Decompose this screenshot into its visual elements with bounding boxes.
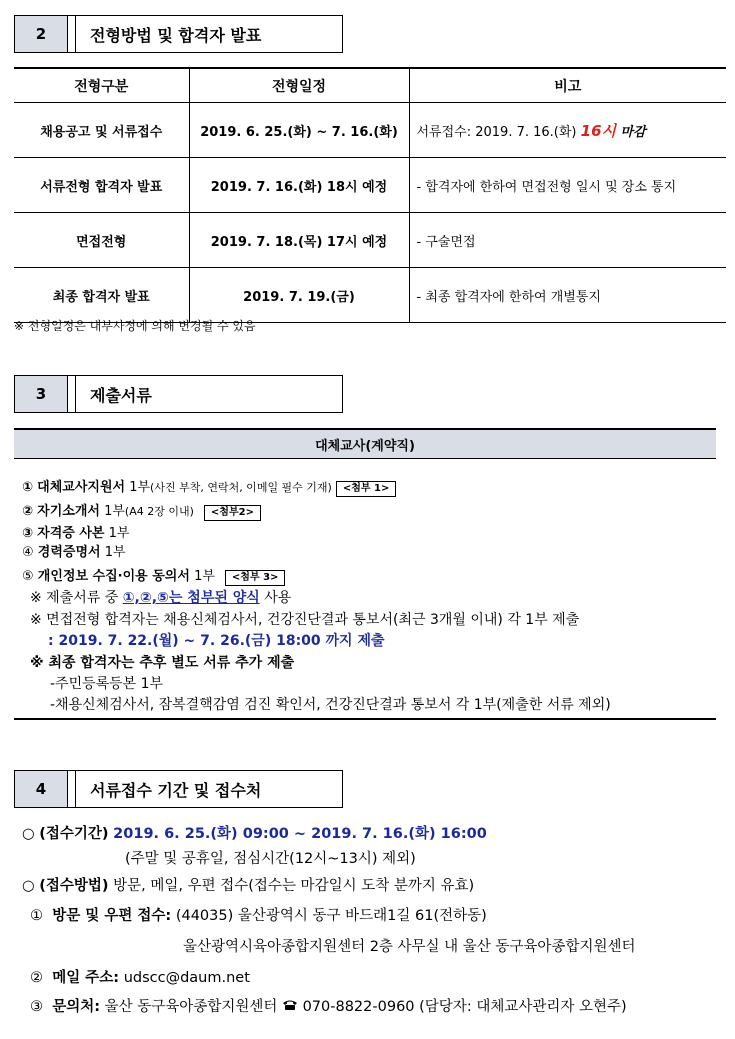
item-marker: ② <box>30 970 43 986</box>
doc-qty: 1부 <box>100 545 126 560</box>
docs-note-2-date: : 2019. 7. 22.(월) ~ 7. 26.(금) 18:00 까지 제출 <box>48 633 385 649</box>
column-header: 전형구분 <box>14 68 189 103</box>
table-row <box>14 158 726 213</box>
item-marker: ③ <box>22 526 34 541</box>
doc-qty: 1부 <box>189 569 215 584</box>
section-title: 전형방법 및 합격자 발표 <box>90 25 262 45</box>
contact-person: (담당자: 대체교사관리자 오현주) <box>419 999 627 1015</box>
receipt-period <box>22 822 487 843</box>
table-row <box>14 103 726 158</box>
docs-note-2: ※ 면접전형 합격자는 채용신체검사서, 건강진단결과 통보서(최근 3개월 이내) 각 1부 제출 <box>30 612 580 628</box>
column-header: 전형일정 <box>189 68 409 103</box>
item-marker: ① <box>22 480 34 495</box>
table-row <box>14 213 726 268</box>
stage-cell: 면접전형 <box>14 213 189 268</box>
receipt-email <box>30 966 250 987</box>
receipt-label: (접수기간) <box>39 826 109 842</box>
phone-icon <box>282 999 298 1015</box>
note-cell: - 구술면접 <box>409 213 726 268</box>
receipt-label: 방문 및 우편 접수: <box>52 908 172 924</box>
section-number: 4 <box>15 771 68 807</box>
schedule-table <box>14 67 726 323</box>
note-cell: - 최종 합격자에 한하여 개별통지 <box>409 268 726 323</box>
note-text: ※ 제출서류 중 <box>30 590 123 606</box>
stage-cell: 최종 합격자 발표 <box>14 268 189 323</box>
receipt-address-line2: 울산광역시육아종합지원센터 2층 사무실 내 울산 동구육아종합지원센터 <box>183 939 636 955</box>
bullet-marker: ○ <box>22 878 35 894</box>
section-4-header <box>14 770 343 808</box>
doc-name: 개인정보 수집·이용 동의서 <box>37 569 190 584</box>
receipt-method-value: 방문, 메일, 우편 접수(접수는 마감일시 도착 분까지 유효) <box>113 878 475 894</box>
doc-item <box>22 522 129 541</box>
doc-name: 자격증 사본 <box>37 526 105 541</box>
doc-name: 대체교사지원서 <box>37 480 126 495</box>
deadline-time: 16시 <box>580 121 617 140</box>
docs-note-1 <box>30 587 291 607</box>
doc-item <box>22 476 396 497</box>
bullet-marker: ○ <box>22 826 35 842</box>
date-cell: 2019. 7. 16.(화) 18시 예정 <box>189 158 409 213</box>
doc-qty: 1부 <box>125 480 151 495</box>
section-title: 서류접수 기간 및 접수처 <box>90 780 262 800</box>
doc-item <box>22 541 126 560</box>
doc-name: 경력증명서 <box>37 545 101 560</box>
section-number: 2 <box>15 16 68 52</box>
note-text: 사용 <box>259 590 292 606</box>
item-marker: ④ <box>22 545 34 560</box>
section-2-header <box>14 15 343 53</box>
receipt-period-value: 2019. 6. 25.(화) 09:00 ~ 2019. 7. 16.(화) 16:00 <box>113 826 487 842</box>
doc-item <box>22 565 285 586</box>
receipt-label: (접수방법) <box>39 878 109 894</box>
doc-name: 자기소개서 <box>37 504 100 519</box>
receipt-label: 문의처: <box>52 999 101 1015</box>
section-number: 3 <box>15 376 68 412</box>
item-marker: ② <box>22 504 34 519</box>
doc-detail: (A4 2장 이내) <box>124 505 194 518</box>
item-marker: ⑤ <box>22 569 34 584</box>
attachment-tag: <첨부 1> <box>336 481 397 497</box>
docs-note-3: ※ 최종 합격자는 추후 별도 서류 추가 제출 <box>30 655 295 671</box>
note-cell <box>409 103 726 158</box>
doc-qty: 1부 <box>104 526 130 541</box>
section-title: 제출서류 <box>90 385 152 405</box>
column-header: 비고 <box>409 68 726 103</box>
receipt-address-value: (44035) 울산광역시 동구 바드래1길 61(전하동) <box>175 908 487 924</box>
schedule-footnote: ※ 전형일정은 내부사정에 의해 변경될 수 있음 <box>14 319 256 333</box>
receipt-address <box>30 904 487 925</box>
receipt-contact <box>30 995 627 1016</box>
receipt-period-note: (주말 및 공휴일, 점심시간(12시~13시) 제외) <box>125 851 416 867</box>
date-cell: 2019. 6. 25.(화) ~ 7. 16.(화) <box>189 103 409 158</box>
docs-note-3b: -채용신체검사서, 잠복결핵감염 검진 확인서, 건강진단결과 통보서 각 1부(제출한 서류 제외) <box>50 697 611 713</box>
doc-qty: 1부 <box>99 504 125 519</box>
item-marker: ① <box>30 908 43 924</box>
doc-detail: (사진 부착, 연락처, 이메일 필수 기재) <box>150 481 332 494</box>
stage-cell: 채용공고 및 서류접수 <box>14 103 189 158</box>
receipt-method <box>22 874 474 895</box>
note-cell: - 합격자에 한하여 면접전형 일시 및 장소 통지 <box>409 158 726 213</box>
section-3-header <box>14 375 343 413</box>
contact-org: 울산 동구육아종합지원센터 <box>104 999 278 1015</box>
docs-bottom-rule <box>14 718 716 720</box>
note-highlight: ①,②,⑤는 첨부된 양식 <box>122 590 260 606</box>
table-row <box>14 268 726 323</box>
docs-note-3a: -주민등록등본 1부 <box>50 676 164 692</box>
attachment-tag: <첨부 3> <box>225 570 286 586</box>
doc-item <box>22 500 261 521</box>
receipt-label: 메일 주소: <box>52 970 120 986</box>
phone-number[interactable]: 070-8822-0960 <box>302 999 415 1015</box>
item-marker: ③ <box>30 999 43 1015</box>
date-cell: 2019. 7. 18.(목) 17시 예정 <box>189 213 409 268</box>
note-text: 마감 <box>616 124 646 140</box>
stage-cell: 서류전형 합격자 발표 <box>14 158 189 213</box>
date-cell: 2019. 7. 19.(금) <box>189 268 409 323</box>
email-address[interactable]: udscc@daum.net <box>123 970 250 986</box>
note-text: 서류접수: 2019. 7. 16.(화) <box>416 124 581 140</box>
docs-header: 대체교사(계약직) <box>14 428 716 459</box>
attachment-tag: <첨부2> <box>204 505 261 521</box>
